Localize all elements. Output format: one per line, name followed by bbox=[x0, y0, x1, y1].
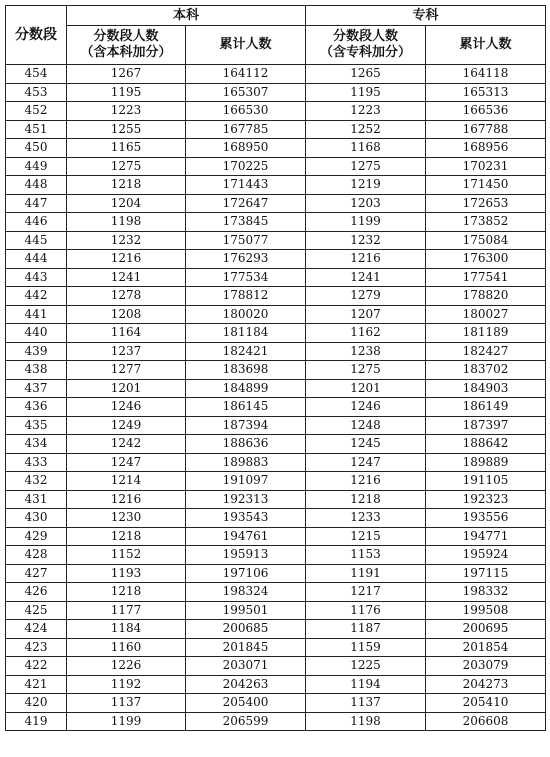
benke-count-cell: 1278 bbox=[67, 287, 186, 306]
zhuanke-count-cell: 1215 bbox=[306, 527, 426, 546]
table-row bbox=[6, 657, 546, 676]
score-cell: 444 bbox=[6, 250, 67, 269]
zhuanke-count-cell: 1223 bbox=[306, 102, 426, 121]
score-cell: 425 bbox=[6, 601, 67, 620]
benke-cumulative-cell: 204263 bbox=[186, 675, 306, 694]
score-cell: 433 bbox=[6, 453, 67, 472]
zhuanke-count-cell: 1203 bbox=[306, 194, 426, 213]
zhuanke-cumulative-cell: 170231 bbox=[426, 157, 546, 176]
table-row bbox=[6, 139, 546, 158]
benke-count-cell: 1255 bbox=[67, 120, 186, 139]
table-row bbox=[6, 176, 546, 195]
score-cell: 446 bbox=[6, 213, 67, 232]
benke-cumulative-cell: 201845 bbox=[186, 638, 306, 657]
score-column-header: 分数段 bbox=[6, 6, 67, 65]
zhuanke-count-cell: 1198 bbox=[306, 712, 426, 731]
zhuanke-cumulative-cell: 191105 bbox=[426, 472, 546, 491]
zhuanke-count-cell: 1275 bbox=[306, 361, 426, 380]
table-row bbox=[6, 620, 546, 639]
zhuanke-cumulative-cell: 203079 bbox=[426, 657, 546, 676]
header-row-sub bbox=[6, 26, 546, 65]
benke-count-cell: 1223 bbox=[67, 102, 186, 121]
zhuanke-count-cell: 1238 bbox=[306, 342, 426, 361]
benke-cumulative-cell: 166530 bbox=[186, 102, 306, 121]
zhuanke-cumulative-header: 累计人数 bbox=[426, 26, 546, 65]
benke-count-cell: 1192 bbox=[67, 675, 186, 694]
zhuanke-count-cell: 1216 bbox=[306, 472, 426, 491]
table-row bbox=[6, 65, 546, 84]
benke-cumulative-cell: 171443 bbox=[186, 176, 306, 195]
benke-group-header: 本科 bbox=[67, 6, 306, 26]
table-row bbox=[6, 213, 546, 232]
benke-count-cell: 1165 bbox=[67, 139, 186, 158]
zhuanke-cumulative-cell: 182427 bbox=[426, 342, 546, 361]
zhuanke-cumulative-cell: 173852 bbox=[426, 213, 546, 232]
benke-cumulative-cell: 168950 bbox=[186, 139, 306, 158]
zhuanke-count-cell: 1191 bbox=[306, 564, 426, 583]
zhuanke-count-header-line1: 分数段人数 bbox=[333, 29, 399, 44]
benke-count-cell: 1247 bbox=[67, 453, 186, 472]
zhuanke-count-cell: 1194 bbox=[306, 675, 426, 694]
benke-cumulative-cell: 199501 bbox=[186, 601, 306, 620]
benke-count-cell: 1177 bbox=[67, 601, 186, 620]
benke-cumulative-cell: 187394 bbox=[186, 416, 306, 435]
benke-count-cell: 1275 bbox=[67, 157, 186, 176]
table-row bbox=[6, 564, 546, 583]
benke-cumulative-cell: 173845 bbox=[186, 213, 306, 232]
table-row bbox=[6, 472, 546, 491]
table-row bbox=[6, 583, 546, 602]
score-cell: 424 bbox=[6, 620, 67, 639]
score-cell: 426 bbox=[6, 583, 67, 602]
table-row bbox=[6, 342, 546, 361]
benke-cumulative-cell: 193543 bbox=[186, 509, 306, 528]
table-row bbox=[6, 287, 546, 306]
benke-cumulative-header: 累计人数 bbox=[186, 26, 306, 65]
table-row bbox=[6, 157, 546, 176]
benke-count-cell: 1193 bbox=[67, 564, 186, 583]
zhuanke-count-cell: 1233 bbox=[306, 509, 426, 528]
benke-count-cell: 1267 bbox=[67, 65, 186, 84]
table-row bbox=[6, 435, 546, 454]
table-row bbox=[6, 194, 546, 213]
benke-count-cell: 1199 bbox=[67, 712, 186, 731]
benke-count-cell: 1184 bbox=[67, 620, 186, 639]
score-cell: 451 bbox=[6, 120, 67, 139]
benke-cumulative-cell: 186145 bbox=[186, 398, 306, 417]
benke-count-cell: 1237 bbox=[67, 342, 186, 361]
table-row bbox=[6, 416, 546, 435]
zhuanke-cumulative-cell: 172653 bbox=[426, 194, 546, 213]
table-row bbox=[6, 638, 546, 657]
zhuanke-count-cell: 1265 bbox=[306, 65, 426, 84]
zhuanke-count-cell: 1252 bbox=[306, 120, 426, 139]
benke-cumulative-cell: 188636 bbox=[186, 435, 306, 454]
benke-cumulative-cell: 176293 bbox=[186, 250, 306, 269]
score-cell: 428 bbox=[6, 546, 67, 565]
benke-count-cell: 1198 bbox=[67, 213, 186, 232]
benke-cumulative-cell: 167785 bbox=[186, 120, 306, 139]
table-body bbox=[6, 65, 546, 731]
zhuanke-count-cell: 1195 bbox=[306, 83, 426, 102]
zhuanke-count-cell: 1219 bbox=[306, 176, 426, 195]
benke-count-cell: 1216 bbox=[67, 490, 186, 509]
table-row bbox=[6, 324, 546, 343]
benke-count-cell: 1160 bbox=[67, 638, 186, 657]
benke-count-cell: 1226 bbox=[67, 657, 186, 676]
benke-cumulative-cell: 170225 bbox=[186, 157, 306, 176]
zhuanke-cumulative-cell: 200695 bbox=[426, 620, 546, 639]
zhuanke-cumulative-cell: 180027 bbox=[426, 305, 546, 324]
score-cell: 438 bbox=[6, 361, 67, 380]
score-cell: 443 bbox=[6, 268, 67, 287]
zhuanke-count-cell: 1245 bbox=[306, 435, 426, 454]
zhuanke-cumulative-cell: 164118 bbox=[426, 65, 546, 84]
table-row bbox=[6, 231, 546, 250]
zhuanke-cumulative-cell: 194771 bbox=[426, 527, 546, 546]
zhuanke-count-cell: 1176 bbox=[306, 601, 426, 620]
table-row bbox=[6, 361, 546, 380]
score-cell: 430 bbox=[6, 509, 67, 528]
benke-cumulative-cell: 175077 bbox=[186, 231, 306, 250]
score-cell: 448 bbox=[6, 176, 67, 195]
score-cell: 439 bbox=[6, 342, 67, 361]
benke-count-cell: 1218 bbox=[67, 583, 186, 602]
zhuanke-count-cell: 1137 bbox=[306, 694, 426, 713]
score-cell: 431 bbox=[6, 490, 67, 509]
benke-cumulative-cell: 181184 bbox=[186, 324, 306, 343]
benke-count-cell: 1242 bbox=[67, 435, 186, 454]
zhuanke-cumulative-cell: 184903 bbox=[426, 379, 546, 398]
score-cell: 445 bbox=[6, 231, 67, 250]
benke-count-cell: 1204 bbox=[67, 194, 186, 213]
score-cell: 437 bbox=[6, 379, 67, 398]
zhuanke-cumulative-cell: 186149 bbox=[426, 398, 546, 417]
zhuanke-cumulative-cell: 204273 bbox=[426, 675, 546, 694]
zhuanke-count-cell: 1159 bbox=[306, 638, 426, 657]
benke-cumulative-cell: 192313 bbox=[186, 490, 306, 509]
header-row-top bbox=[6, 6, 546, 26]
benke-count-cell: 1218 bbox=[67, 527, 186, 546]
zhuanke-count-cell: 1217 bbox=[306, 583, 426, 602]
table-row bbox=[6, 527, 546, 546]
score-cell: 453 bbox=[6, 83, 67, 102]
zhuanke-count-cell: 1216 bbox=[306, 250, 426, 269]
benke-cumulative-cell: 165307 bbox=[186, 83, 306, 102]
zhuanke-count-cell: 1162 bbox=[306, 324, 426, 343]
table-header bbox=[6, 6, 546, 65]
zhuanke-count-cell: 1168 bbox=[306, 139, 426, 158]
benke-cumulative-cell: 164112 bbox=[186, 65, 306, 84]
score-cell: 420 bbox=[6, 694, 67, 713]
zhuanke-cumulative-cell: 167788 bbox=[426, 120, 546, 139]
score-distribution-table-container bbox=[5, 5, 545, 731]
zhuanke-count-cell: 1241 bbox=[306, 268, 426, 287]
zhuanke-count-header bbox=[306, 26, 426, 65]
zhuanke-count-cell: 1248 bbox=[306, 416, 426, 435]
benke-count-cell: 1232 bbox=[67, 231, 186, 250]
zhuanke-count-cell: 1187 bbox=[306, 620, 426, 639]
zhuanke-count-cell: 1246 bbox=[306, 398, 426, 417]
score-cell: 452 bbox=[6, 102, 67, 121]
zhuanke-cumulative-cell: 192323 bbox=[426, 490, 546, 509]
table-row bbox=[6, 601, 546, 620]
zhuanke-count-header-line2: （含专科加分） bbox=[320, 45, 412, 60]
benke-cumulative-cell: 206599 bbox=[186, 712, 306, 731]
zhuanke-count-cell: 1201 bbox=[306, 379, 426, 398]
zhuanke-cumulative-cell: 195924 bbox=[426, 546, 546, 565]
score-cell: 427 bbox=[6, 564, 67, 583]
benke-cumulative-cell: 178812 bbox=[186, 287, 306, 306]
benke-cumulative-cell: 194761 bbox=[186, 527, 306, 546]
benke-cumulative-cell: 180020 bbox=[186, 305, 306, 324]
table-row bbox=[6, 102, 546, 121]
table-row bbox=[6, 268, 546, 287]
table-row bbox=[6, 305, 546, 324]
benke-cumulative-cell: 183698 bbox=[186, 361, 306, 380]
zhuanke-cumulative-cell: 197115 bbox=[426, 564, 546, 583]
zhuanke-count-cell: 1153 bbox=[306, 546, 426, 565]
zhuanke-cumulative-cell: 198332 bbox=[426, 583, 546, 602]
score-cell: 450 bbox=[6, 139, 67, 158]
table-row bbox=[6, 83, 546, 102]
score-cell: 434 bbox=[6, 435, 67, 454]
table-row bbox=[6, 490, 546, 509]
benke-count-cell: 1195 bbox=[67, 83, 186, 102]
benke-count-cell: 1218 bbox=[67, 176, 186, 195]
benke-cumulative-cell: 191097 bbox=[186, 472, 306, 491]
score-cell: 440 bbox=[6, 324, 67, 343]
zhuanke-group-header: 专科 bbox=[306, 6, 546, 26]
score-cell: 436 bbox=[6, 398, 67, 417]
benke-count-cell: 1208 bbox=[67, 305, 186, 324]
score-cell: 422 bbox=[6, 657, 67, 676]
benke-cumulative-cell: 203071 bbox=[186, 657, 306, 676]
score-distribution-table bbox=[5, 5, 546, 731]
zhuanke-cumulative-cell: 176300 bbox=[426, 250, 546, 269]
benke-count-cell: 1152 bbox=[67, 546, 186, 565]
table-row bbox=[6, 675, 546, 694]
score-cell: 421 bbox=[6, 675, 67, 694]
benke-cumulative-cell: 205400 bbox=[186, 694, 306, 713]
table-row bbox=[6, 379, 546, 398]
score-cell: 449 bbox=[6, 157, 67, 176]
zhuanke-cumulative-cell: 178820 bbox=[426, 287, 546, 306]
benke-count-cell: 1241 bbox=[67, 268, 186, 287]
benke-cumulative-cell: 198324 bbox=[186, 583, 306, 602]
benke-count-cell: 1214 bbox=[67, 472, 186, 491]
table-row bbox=[6, 250, 546, 269]
zhuanke-cumulative-cell: 175084 bbox=[426, 231, 546, 250]
benke-count-header bbox=[67, 26, 186, 65]
table-row bbox=[6, 694, 546, 713]
zhuanke-count-cell: 1232 bbox=[306, 231, 426, 250]
benke-count-cell: 1164 bbox=[67, 324, 186, 343]
benke-cumulative-cell: 172647 bbox=[186, 194, 306, 213]
zhuanke-count-cell: 1225 bbox=[306, 657, 426, 676]
zhuanke-cumulative-cell: 171450 bbox=[426, 176, 546, 195]
zhuanke-cumulative-cell: 165313 bbox=[426, 83, 546, 102]
zhuanke-cumulative-cell: 177541 bbox=[426, 268, 546, 287]
zhuanke-count-cell: 1199 bbox=[306, 213, 426, 232]
zhuanke-count-cell: 1279 bbox=[306, 287, 426, 306]
zhuanke-cumulative-cell: 188642 bbox=[426, 435, 546, 454]
zhuanke-cumulative-cell: 181189 bbox=[426, 324, 546, 343]
zhuanke-cumulative-cell: 168956 bbox=[426, 139, 546, 158]
score-cell: 423 bbox=[6, 638, 67, 657]
zhuanke-count-cell: 1247 bbox=[306, 453, 426, 472]
benke-count-cell: 1216 bbox=[67, 250, 186, 269]
benke-count-header-line2: （含本科加分） bbox=[80, 45, 172, 60]
benke-count-cell: 1249 bbox=[67, 416, 186, 435]
benke-cumulative-cell: 177534 bbox=[186, 268, 306, 287]
score-cell: 432 bbox=[6, 472, 67, 491]
benke-count-header-line1: 分数段人数 bbox=[93, 29, 159, 44]
benke-cumulative-cell: 200685 bbox=[186, 620, 306, 639]
table-row bbox=[6, 546, 546, 565]
zhuanke-cumulative-cell: 193556 bbox=[426, 509, 546, 528]
table-row bbox=[6, 398, 546, 417]
benke-count-cell: 1230 bbox=[67, 509, 186, 528]
benke-count-cell: 1137 bbox=[67, 694, 186, 713]
benke-cumulative-cell: 197106 bbox=[186, 564, 306, 583]
benke-cumulative-cell: 182421 bbox=[186, 342, 306, 361]
score-cell: 447 bbox=[6, 194, 67, 213]
zhuanke-cumulative-cell: 205410 bbox=[426, 694, 546, 713]
zhuanke-cumulative-cell: 166536 bbox=[426, 102, 546, 121]
zhuanke-cumulative-cell: 199508 bbox=[426, 601, 546, 620]
benke-cumulative-cell: 184899 bbox=[186, 379, 306, 398]
zhuanke-cumulative-cell: 201854 bbox=[426, 638, 546, 657]
zhuanke-count-cell: 1218 bbox=[306, 490, 426, 509]
score-cell: 454 bbox=[6, 65, 67, 84]
zhuanke-cumulative-cell: 189889 bbox=[426, 453, 546, 472]
score-cell: 435 bbox=[6, 416, 67, 435]
zhuanke-count-cell: 1275 bbox=[306, 157, 426, 176]
score-cell: 442 bbox=[6, 287, 67, 306]
table-row bbox=[6, 712, 546, 731]
zhuanke-cumulative-cell: 206608 bbox=[426, 712, 546, 731]
benke-cumulative-cell: 189883 bbox=[186, 453, 306, 472]
benke-count-cell: 1246 bbox=[67, 398, 186, 417]
score-cell: 441 bbox=[6, 305, 67, 324]
score-cell: 429 bbox=[6, 527, 67, 546]
table-row bbox=[6, 120, 546, 139]
score-cell: 419 bbox=[6, 712, 67, 731]
table-row bbox=[6, 453, 546, 472]
benke-count-cell: 1201 bbox=[67, 379, 186, 398]
table-row bbox=[6, 509, 546, 528]
benke-count-cell: 1277 bbox=[67, 361, 186, 380]
benke-cumulative-cell: 195913 bbox=[186, 546, 306, 565]
zhuanke-count-cell: 1207 bbox=[306, 305, 426, 324]
zhuanke-cumulative-cell: 187397 bbox=[426, 416, 546, 435]
zhuanke-cumulative-cell: 183702 bbox=[426, 361, 546, 380]
